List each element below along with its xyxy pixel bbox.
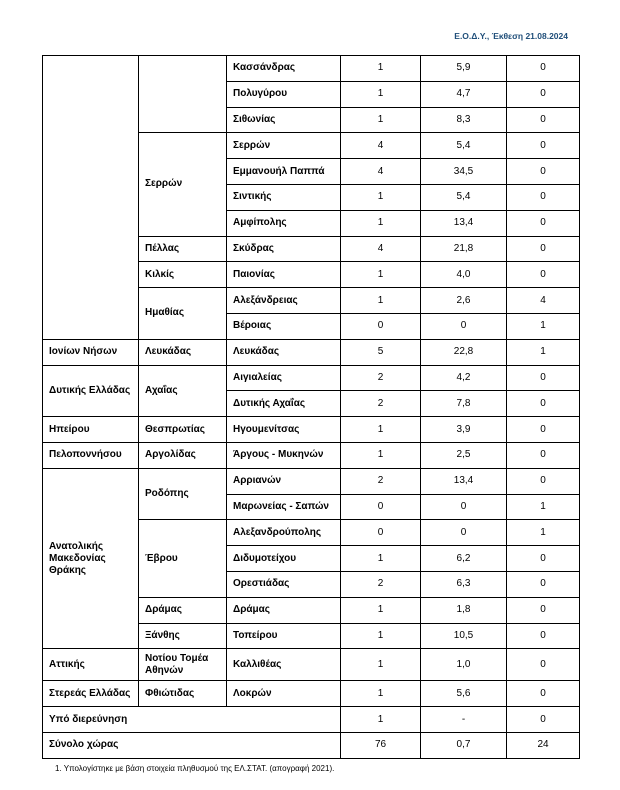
unit-cell: Νοτίου Τομέα Αθηνών [139,649,227,681]
muni-cell: Εμμανουήλ Παππά [227,159,341,185]
cases-cell: 2 [341,391,421,417]
region-cell: Δυτικής Ελλάδας [43,365,139,417]
muni-cell: Λοκρών [227,681,341,707]
table-row [43,649,580,681]
deaths-cell: 0 [507,236,580,262]
rate-cell: 0 [421,313,507,339]
unit-cell: Θεσπρωτίας [139,417,227,443]
muni-cell: Μαρωνείας - Σαπών [227,494,341,520]
unit-cell: Πέλλας [139,236,227,262]
rate-cell: - [421,707,507,733]
deaths-cell: 0 [507,391,580,417]
cases-cell: 1 [341,681,421,707]
muni-cell: Σιθωνίας [227,107,341,133]
muni-cell: Πολυγύρου [227,81,341,107]
deaths-cell: 0 [507,133,580,159]
unit-cell: Ροδόπης [139,468,227,520]
total-label: Σύνολο χώρας [43,732,341,758]
rate-cell: 1,0 [421,649,507,681]
deaths-cell: 0 [507,442,580,468]
total-row [43,732,580,758]
under-investigation-row [43,707,580,733]
unit-cell: Ξάνθης [139,623,227,649]
muni-cell: Αιγιαλείας [227,365,341,391]
rate-cell: 5,6 [421,681,507,707]
rate-cell: 0 [421,494,507,520]
deaths-cell: 0 [507,468,580,494]
muni-cell: Λευκάδας [227,339,341,365]
table-row [43,468,580,494]
muni-cell: Τοπείρου [227,623,341,649]
rate-cell: 13,4 [421,468,507,494]
deaths-cell: 1 [507,494,580,520]
rate-cell: 2,5 [421,442,507,468]
table-row [43,681,580,707]
muni-cell: Αλεξάνδρειας [227,288,341,314]
deaths-cell: 0 [507,707,580,733]
rate-cell: 21,8 [421,236,507,262]
region-cell: Ανατολικής Μακεδονίας Θράκης [43,468,139,649]
deaths-cell: 24 [507,732,580,758]
muni-cell: Ηγουμενίτσας [227,417,341,443]
cases-cell: 1 [341,262,421,288]
cases-cell: 1 [341,707,421,733]
cases-cell: 4 [341,133,421,159]
muni-cell: Διδυμοτείχου [227,546,341,572]
rate-cell: 13,4 [421,210,507,236]
deaths-cell: 0 [507,623,580,649]
muni-cell: Σερρών [227,133,341,159]
unit-cell: Κιλκίς [139,262,227,288]
cases-cell: 2 [341,571,421,597]
rate-cell: 2,6 [421,288,507,314]
rate-cell: 1,8 [421,597,507,623]
footnote: 1. Υπολογίστηκε με βάση στοιχεία πληθυσμού της ΕΛ.ΣΤΑΤ. (απογραφή 2021). [55,764,335,773]
muni-cell: Σιντικής [227,184,341,210]
deaths-cell: 1 [507,339,580,365]
report-header: Ε.Ο.Δ.Υ., Έκθεση 21.08.2024 [454,31,568,41]
region-cell: Στερεάς Ελλάδας [43,681,139,707]
region-cell: Ιονίων Νήσων [43,339,139,365]
muni-cell: Κασσάνδρας [227,56,341,82]
unit-cell [139,56,227,133]
muni-cell: Σκύδρας [227,236,341,262]
rate-cell: 5,4 [421,133,507,159]
deaths-cell: 0 [507,597,580,623]
muni-cell: Ορεστιάδας [227,571,341,597]
muni-cell: Αμφίπολης [227,210,341,236]
rate-cell: 4,0 [421,262,507,288]
unit-cell: Σερρών [139,133,227,236]
rate-cell: 3,9 [421,417,507,443]
deaths-cell: 0 [507,546,580,572]
deaths-cell: 1 [507,520,580,546]
deaths-cell: 0 [507,365,580,391]
region-cell: Ηπείρου [43,417,139,443]
table-row [43,365,580,391]
table-row [43,417,580,443]
cases-cell: 5 [341,339,421,365]
cases-cell: 0 [341,520,421,546]
rate-cell: 8,3 [421,107,507,133]
cases-cell: 0 [341,313,421,339]
cases-table [42,55,580,759]
deaths-cell: 0 [507,681,580,707]
cases-cell: 1 [341,442,421,468]
muni-cell: Αλεξανδρούπολης [227,520,341,546]
rate-cell: 7,8 [421,391,507,417]
region-cell: Πελοποννήσου [43,442,139,468]
muni-cell: Αρριανών [227,468,341,494]
deaths-cell: 0 [507,159,580,185]
deaths-cell: 0 [507,56,580,82]
deaths-cell: 0 [507,107,580,133]
deaths-cell: 0 [507,184,580,210]
cases-cell: 1 [341,56,421,82]
region-cell: Αττικής [43,649,139,681]
cases-cell: 4 [341,159,421,185]
unit-cell: Αργολίδας [139,442,227,468]
rate-cell: 6,2 [421,546,507,572]
table-row [43,442,580,468]
muni-cell: Άργους - Μυκηνών [227,442,341,468]
region-cell [43,56,139,340]
under-investigation-label: Υπό διερεύνηση [43,707,341,733]
cases-cell: 2 [341,468,421,494]
deaths-cell: 1 [507,313,580,339]
cases-cell: 1 [341,649,421,681]
rate-cell: 5,4 [421,184,507,210]
cases-cell: 4 [341,236,421,262]
muni-cell: Καλλιθέας [227,649,341,681]
rate-cell: 0 [421,520,507,546]
deaths-cell: 0 [507,262,580,288]
cases-cell: 1 [341,417,421,443]
deaths-cell: 0 [507,210,580,236]
cases-cell: 1 [341,184,421,210]
muni-cell: Παιονίας [227,262,341,288]
cases-cell: 1 [341,546,421,572]
deaths-cell: 0 [507,417,580,443]
unit-cell: Δράμας [139,597,227,623]
muni-cell: Βέροιας [227,313,341,339]
unit-cell: Έβρου [139,520,227,597]
deaths-cell: 0 [507,571,580,597]
rate-cell: 4,2 [421,365,507,391]
unit-cell: Αχαΐας [139,365,227,417]
cases-cell: 1 [341,288,421,314]
table-row [43,339,580,365]
unit-cell: Λευκάδας [139,339,227,365]
unit-cell: Ημαθίας [139,288,227,340]
cases-cell: 1 [341,81,421,107]
rate-cell: 0,7 [421,732,507,758]
unit-cell: Φθιώτιδας [139,681,227,707]
deaths-cell: 0 [507,649,580,681]
deaths-cell: 0 [507,81,580,107]
rate-cell: 4,7 [421,81,507,107]
cases-cell: 0 [341,494,421,520]
cases-cell: 76 [341,732,421,758]
rate-cell: 10,5 [421,623,507,649]
rate-cell: 5,9 [421,56,507,82]
cases-cell: 1 [341,623,421,649]
cases-cell: 1 [341,210,421,236]
rate-cell: 6,3 [421,571,507,597]
cases-cell: 1 [341,597,421,623]
muni-cell: Δράμας [227,597,341,623]
table-row [43,56,580,82]
deaths-cell: 4 [507,288,580,314]
cases-cell: 2 [341,365,421,391]
cases-cell: 1 [341,107,421,133]
rate-cell: 34,5 [421,159,507,185]
rate-cell: 22,8 [421,339,507,365]
muni-cell: Δυτικής Αχαΐας [227,391,341,417]
